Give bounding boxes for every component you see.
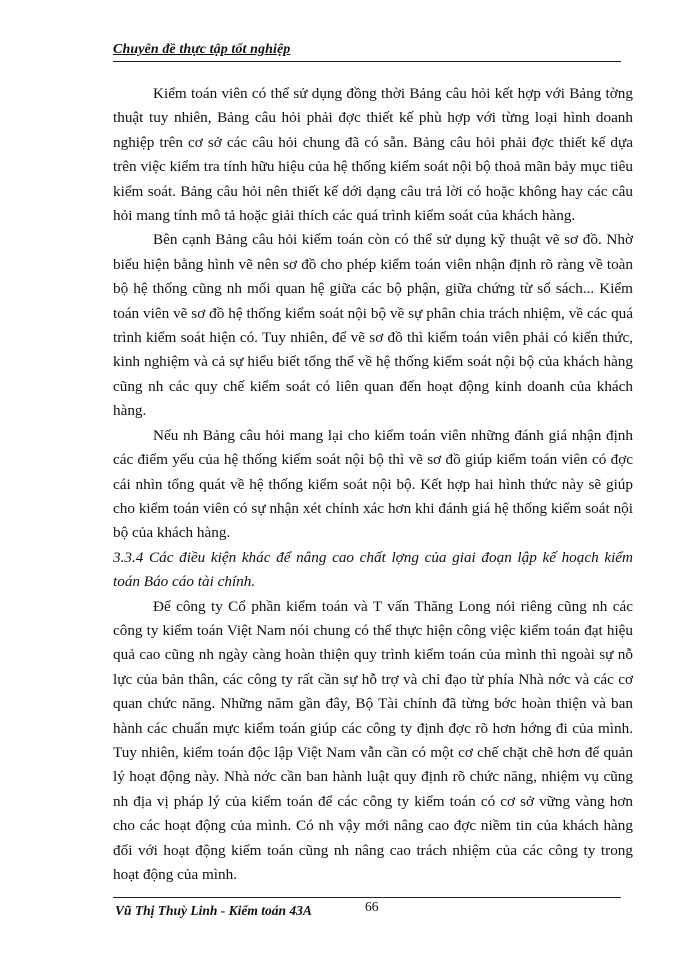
footer-author: Vũ Thị Thuỳ Linh - Kiểm toán 43A [115, 903, 312, 918]
page-footer [113, 897, 621, 921]
paragraph-combination: Nếu nh Bảng câu hỏi mang lại cho kiểm toán viên những đánh giá nhận định các điểm yếu của hệ thống kiểm soát nội bộ thì vẽ sơ đồ giúp kiểm toán viên có đợc cái nhìn tổng quát về hệ thống kiểm soát nội bộ. Kết hợp hai hình thức này sẽ giúp cho kiểm toán viên có sự nhận xét chính xác hơn khi đánh giá hệ thống kiểm soát nội bộ của khách hàng. [113, 426, 633, 542]
paragraph-flowchart: Bên cạnh Bảng câu hỏi kiểm toán còn có thể sử dụng kỹ thuật vẽ sơ đồ. Nhờ biểu hiện bằng hình vẽ nên sơ đồ cho phép kiểm toán viên nhận định rõ ràng về toàn bộ hệ thống cũng nh mối quan hệ giữa các bộ phận, giữa chứng từ sổ sách... Kiểm toán viên vẽ sơ đồ hệ thống kiểm soát nội bộ về sự phân chia trách nhiệm, về các quá trình kiểm soát hiện có. Tuy nhiên, để vẽ sơ đồ thì kiểm toán viên phải có kiến thức, kinh nghiệm và cả sự hiểu biết tổng thể về hệ thống kiểm soát nội bộ của khách hàng cũng nh các quy chế kiểm soát có liên quan đến hoạt động kinh doanh của khách hàng. [113, 231, 633, 420]
header-divider [113, 61, 621, 62]
header-title: Chuyên đề thực tập tốt nghiệp [113, 42, 291, 57]
footer-divider [113, 897, 621, 898]
page-header [113, 40, 621, 64]
paragraph-questionnaire: Kiểm toán viên có thể sử dụng đồng thời Bảng câu hỏi kết hợp với Bảng tờng thuật tuy nhiên, Bảng câu hỏi phải đợc thiết kế phù hợp với từng loại hình doanh nghiệp trên cơ sở các câu hỏi chung đã có sẵn. Bảng câu hỏi phải đợc thiết kế dựa trên việc kiểm tra tính hữu hiệu của hệ thống kiểm soát nội bộ thoả mãn bảy mục tiêu kiểm soát. Bảng câu hỏi nên thiết kế dới dạng câu trả lời có hoặc không hay các câu hỏi mang tính mô tả hoặc giải thích các quá trình kiểm soát của khách hàng. [113, 85, 633, 225]
paragraph-conditions: Để công ty Cổ phần kiểm toán và T vấn Thăng Long nói riêng cũng nh các công ty kiểm toán Việt Nam nói chung có thể thực hiện công việc kiểm toán đạt hiệu quả cao cũng nh ngày càng hoàn thiện quy trình kiểm toán của mình thì ngoài sự nỗ lực của bản thân, các công ty rất cần sự hỗ trợ và chỉ đạo từ phía Nhà nớc và các cơ quan chức năng. Những năm gần đây, Bộ Tài chính đã từng bớc hoàn thiện và ban hành các chuẩn mực kiểm toán giúp các công ty định đợc rõ hơn hớng đi của mình. Tuy nhiên, kiểm toán độc lập Việt Nam vẫn cần có một cơ chế chặt chẽ hơn để quản lý hoạt động này. Nhà nớc cần ban hành luật quy định rõ chức năng, nhiệm vụ cũng nh địa vị pháp lý của kiểm toán để các công ty kiểm toán có cơ sở vững vàng hơn cho các hoạt động của mình. Có nh vậy mới nâng cao đợc niềm tin của khách hàng đối với hoạt động kiểm toán cũng nh nâng cao trách nhiệm của các công ty trong hoạt động của mình. [113, 597, 633, 883]
document-body [113, 82, 633, 887]
section-heading: 3.3.4 Các điều kiện khác để nâng cao chất lợng của giai đoạn lập kế hoạch kiểm toán Báo cáo tài chính. [113, 548, 633, 591]
page-number: 66 [365, 899, 379, 914]
